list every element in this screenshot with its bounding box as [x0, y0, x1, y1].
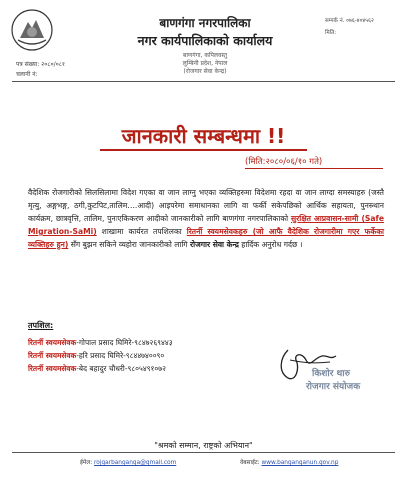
- footer-website: [240, 458, 338, 466]
- date-underline: [245, 168, 383, 169]
- volunteer-detail: -गोपाल प्रसाद घिमिरे-९८४७२६९४४३: [76, 338, 173, 347]
- office-address: बाणगंगा, कपिलवस्तु: [182, 52, 228, 59]
- list-item: [28, 336, 173, 349]
- footer-email: [80, 458, 176, 466]
- title-underline: [100, 149, 307, 151]
- volunteer-label: रितर्नी स्वयमसेवक: [28, 338, 77, 347]
- volunteer-label: रितर्नी स्वयमसेवक: [28, 351, 77, 360]
- body-text-2: शाखामा कार्यरत तपशिलका: [101, 227, 182, 236]
- office-unit: (रोजगार सेवा केन्द्र): [183, 68, 227, 75]
- employment-service-center: रोजगार सेवा केन्द्र: [190, 240, 239, 249]
- province: लुम्बिनी प्रदेश, नेपाल: [182, 60, 228, 67]
- letter-date-label: मिति:: [325, 30, 337, 36]
- footer-divider: [12, 452, 395, 453]
- dispatch-number: चलानी नं:: [16, 71, 38, 78]
- header-divider: [12, 81, 395, 82]
- volunteer-label: रितर्नी स्वयमसेवक: [28, 364, 77, 373]
- details-heading: तपशिल:: [28, 321, 54, 330]
- government-emblem-icon: [10, 8, 54, 52]
- volunteer-list: [28, 336, 173, 375]
- municipality-name: बाणगंगा नगरपालिका: [159, 16, 251, 30]
- signatory-name: किशोर थारु: [312, 369, 350, 379]
- list-item: [28, 349, 173, 362]
- website-label: वेबसाईट:: [240, 460, 262, 466]
- email-link[interactable]: rojgarbanganga@gmail.com: [94, 460, 177, 466]
- office-name: नगर कार्यपालिकाको कार्यालय: [137, 33, 273, 48]
- body-text-3: सँग बुझन सकिने व्यहोरा जानकारीको लागि: [70, 240, 188, 249]
- document-date: (मिति:२०८०/०६/१० गते): [245, 157, 323, 167]
- body-text-1: वैदेशिक रोजगारीको सिलसिलामा विदेश गएका वा जान लाग्नु भएका व्यक्तिहरुमा विदेशमा रहदा वा जान लाग्दा समस्याहरु (जस्तै मृत्यु, अङ्गभङ्ग, ठगी,कुटपिट,तालिम….आदी) आइपरेमा समाधानका लागि वा फर्की सकेपछिको आर्थिक सहायता, पुनस्र्थान कार्यक्रम, छात्रवृत्ति, तालिम, पुनःएकिकरण आदीको जानकारीको लागि बाणगंगा नगरपालिकाको: [28, 188, 384, 223]
- body-paragraph: [28, 186, 384, 251]
- contact-number: सम्पर्क नं. ०७६-४०४५६२: [325, 18, 374, 24]
- letter-number: पत्र संख्या: २०८०/०८१: [16, 61, 66, 68]
- returnee-volunteers: रितर्नी स्वयमसेवकहरु (जो आफै वैदेशिक रोजगारीमा गएर फर्केका व्यक्तिहरु हुन): [28, 227, 385, 249]
- signatory-title: रोजगार संयोजक: [306, 382, 361, 392]
- list-item: [28, 362, 173, 375]
- document-title: जानकारी सम्बन्धमा !!: [121, 124, 286, 148]
- slogan: "श्रमको सम्मान, राष्ट्रको अभियान": [154, 441, 253, 450]
- letterhead: [95, 14, 315, 75]
- volunteer-detail: -बेद बहादुर चौधरी-९८०५४९१०७२: [76, 364, 166, 373]
- volunteer-detail: -हरि प्रसाद घिमिरे-९८४४७४००९०: [76, 351, 165, 360]
- website-link[interactable]: www.banganganun.gov.np: [261, 460, 339, 466]
- body-text-4: हार्दिक अनुरोध गर्दछ ।: [241, 240, 303, 249]
- sami-branch: सुरक्षित आप्रवासन-सामी (Safe Migration-SaMi): [28, 214, 384, 236]
- email-label: ईमेल:: [80, 460, 95, 466]
